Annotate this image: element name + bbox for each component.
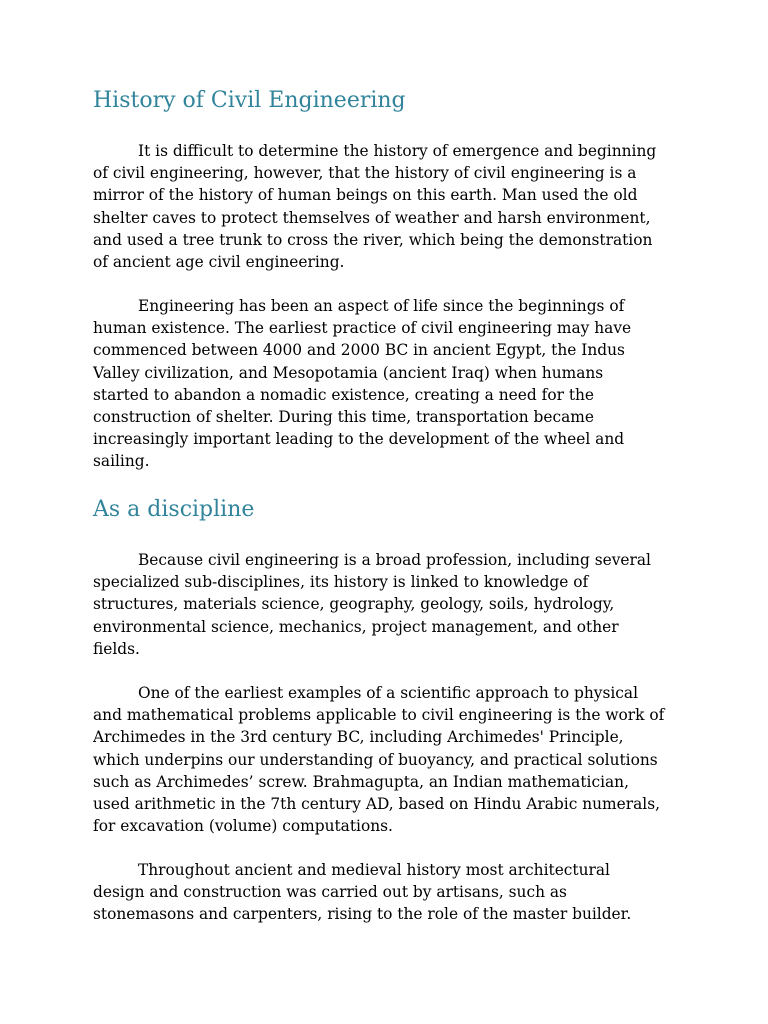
paragraph-line: commenced between 4000 and 2000 BC in ancient Egypt, the Indus (93, 341, 625, 360)
paragraph-line: specialized sub-disciplines, its history is linked to knowledge of (93, 573, 589, 592)
paragraph-line: for excavation (volume) computations. (93, 817, 393, 836)
section-heading-history: History of Civil Engineering (93, 88, 406, 113)
paragraph-line: fields. (93, 639, 140, 658)
paragraph-medieval-builders (93, 859, 631, 926)
paragraph-line: One of the earliest examples of a scientific approach to physical (138, 684, 638, 702)
paragraph-line: human existence. The earliest practice of civil engineering may have (93, 319, 632, 338)
paragraph-line: Because civil engineering is a broad profession, including several (138, 551, 651, 569)
paragraph-emergence (93, 140, 656, 273)
paragraph-line: structures, materials science, geography, geology, soils, hydrology, (93, 595, 615, 614)
paragraph-line: Archimedes in the 3rd century BC, including Archimedes' Principle, (93, 728, 624, 747)
paragraph-line: environmental science, mechanics, project management, and other (93, 617, 619, 636)
paragraph-line: It is difficult to determine the history of emergence and beginning (138, 142, 657, 160)
paragraph-line: mirror of the history of human beings on this earth. Man used the old (93, 186, 638, 205)
paragraph-broad-profession (93, 549, 651, 660)
paragraph-line: started to abandon a nomadic existence, creating a need for the (93, 385, 595, 404)
paragraph-line: of civil engineering, however, that the history of civil engineering is a (93, 164, 637, 183)
paragraph-line: design and construction was carried out by artisans, such as (93, 883, 567, 902)
paragraph-line: and used a tree trunk to cross the river, which being the demonstration (93, 230, 653, 249)
paragraph-human-existence (93, 295, 631, 473)
paragraph-line: which underpins our understanding of buoyancy, and practical solutions (93, 750, 658, 769)
paragraph-line: Engineering has been an aspect of life since the beginnings of (138, 297, 625, 315)
paragraph-line: shelter caves to protect themselves of weather and harsh environment, (93, 208, 651, 227)
paragraph-line: and mathematical problems applicable to civil engineering is the work of (93, 706, 665, 725)
paragraph-line: such as Archimedes’ screw. Brahmagupta, an Indian mathematician, (93, 772, 629, 791)
paragraph-line: used arithmetic in the 7th century AD, based on Hindu Arabic numerals, (93, 794, 660, 813)
paragraph-line: construction of shelter. During this time, transportation became (93, 407, 594, 426)
paragraph-line: sailing. (93, 452, 150, 471)
paragraph-line: Valley civilization, and Mesopotamia (ancient Iraq) when humans (93, 363, 604, 382)
paragraph-archimedes (93, 682, 664, 837)
paragraph-line: of ancient age civil engineering. (93, 252, 345, 271)
paragraph-line: stonemasons and carpenters, rising to the role of the master builder. (93, 905, 632, 924)
paragraph-line: increasingly important leading to the development of the wheel and (93, 430, 625, 449)
section-heading-discipline: As a discipline (93, 497, 255, 522)
paragraph-line: Throughout ancient and medieval history most architectural (138, 861, 610, 879)
